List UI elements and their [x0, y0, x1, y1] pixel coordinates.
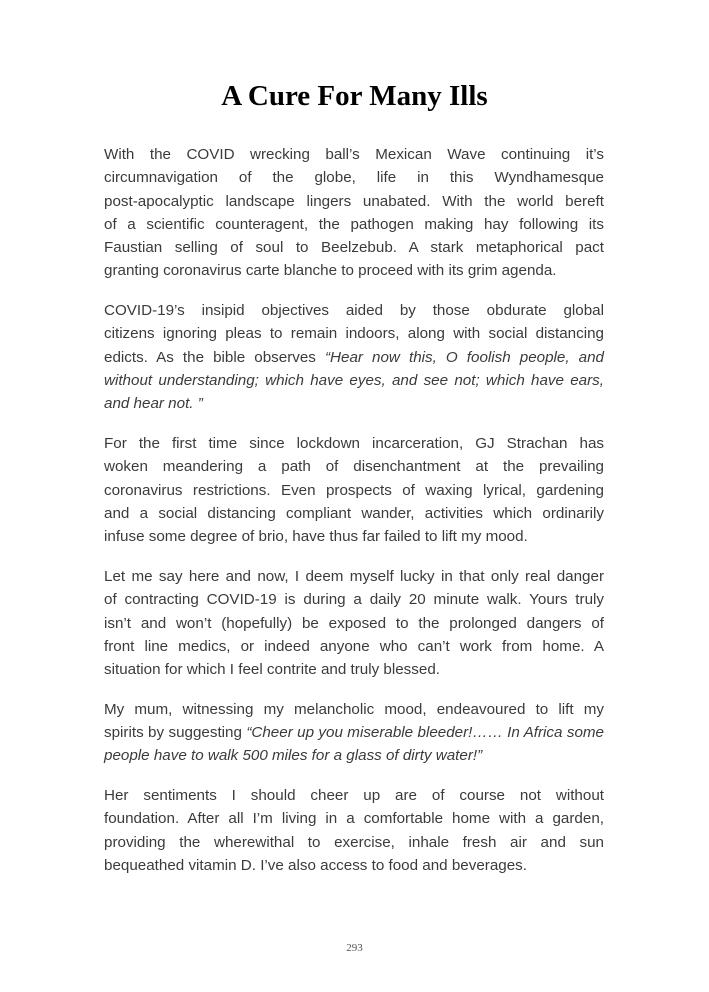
italic-quote-text: and hear not. ”	[104, 395, 203, 413]
text-line	[104, 346, 604, 369]
text-segment: granting coronavirus carte blanche to proceed with its grim agenda.	[104, 262, 557, 280]
text-line	[104, 612, 604, 635]
text-line	[104, 392, 604, 415]
text-line	[104, 525, 604, 548]
italic-quote-text: without understanding; which have eyes, and see not; which have ears,	[104, 372, 604, 390]
text-segment: coronavirus restrictions. Even prospects of waxing lyrical, gardening	[104, 481, 604, 499]
text-line	[104, 259, 604, 282]
text-line	[104, 502, 604, 525]
paragraph	[104, 432, 604, 548]
paragraph	[104, 299, 604, 415]
paragraph	[104, 698, 604, 768]
text-line	[104, 831, 604, 854]
text-segment: situation for which I feel contrite and truly blessed.	[104, 661, 440, 679]
text-segment: and a social distancing compliant wander, activities which ordinarily	[104, 504, 604, 522]
text-line	[104, 744, 604, 767]
text-segment: post-apocalyptic landscape lingers unabated. With the world bereft	[104, 192, 604, 210]
text-line	[104, 143, 604, 166]
text-segment: Faustian selling of soul to Beelzebub. A stark metaphorical pact	[104, 239, 604, 257]
text-line	[104, 698, 604, 721]
text-line	[104, 565, 604, 588]
page-number: 293	[346, 942, 363, 954]
body-text	[104, 143, 604, 894]
text-line	[104, 479, 604, 502]
text-segment: Her sentiments I should cheer up are of course not without	[104, 787, 604, 805]
text-segment: infuse some degree of brio, have thus far failed to lift my mood.	[104, 528, 528, 546]
text-segment: spirits by suggesting	[104, 724, 247, 742]
text-line	[104, 369, 604, 392]
text-line	[104, 784, 604, 807]
text-line	[104, 166, 604, 189]
text-line	[104, 635, 604, 658]
text-line	[104, 588, 604, 611]
italic-quote-text: “Cheer up you miserable bleeder!…… In Africa some	[246, 724, 604, 742]
text-line	[104, 721, 604, 744]
text-line	[104, 236, 604, 259]
text-line	[104, 322, 604, 345]
text-line	[104, 455, 604, 478]
paragraph	[104, 784, 604, 877]
text-line	[104, 807, 604, 830]
text-line	[104, 432, 604, 455]
text-segment: of a scientific counteragent, the pathogen making hay following its	[104, 215, 604, 233]
text-segment: foundation. After all I’m living in a comfortable home with a garden,	[104, 810, 604, 828]
text-line	[104, 658, 604, 681]
text-line	[104, 854, 604, 877]
text-segment: bequeathed vitamin D. I’ve also access to food and beverages.	[104, 856, 527, 874]
text-segment: With the COVID wrecking ball’s Mexican Wave continuing it’s	[104, 146, 604, 163]
text-segment: isn’t and won’t (hopefully) be exposed to the prolonged dangers of	[104, 614, 604, 632]
text-segment: circumnavigation of the globe, life in this Wyndhamesque	[104, 169, 604, 187]
italic-quote-text: people have to walk 500 miles for a glass of dirty water!”	[104, 747, 483, 765]
text-segment: woken meandering a path of disenchantment at the prevailing	[104, 458, 604, 476]
text-segment: Let me say here and now, I deem myself lucky in that only real danger	[104, 567, 604, 585]
text-segment: COVID-19’s insipid objectives aided by those obdurate global	[104, 302, 604, 320]
text-segment: providing the wherewithal to exercise, inhale fresh air and sun	[104, 833, 604, 851]
text-segment: My mum, witnessing my melancholic mood, endeavoured to lift my	[104, 700, 604, 718]
italic-quote-text: “Hear now this, O foolish people, and	[324, 348, 605, 366]
text-line	[104, 299, 604, 322]
text-line	[104, 190, 604, 213]
paragraph	[104, 143, 604, 283]
text-segment: of contracting COVID-19 is during a daily 20 minute walk. Yours truly	[104, 591, 604, 609]
text-line	[104, 213, 604, 236]
text-segment: citizens ignoring pleas to remain indoors, along with social distancing	[104, 325, 604, 343]
text-segment: edicts. As the bible observes	[104, 348, 325, 366]
text-segment: front line medics, or indeed anyone who can’t work from home. A	[104, 637, 604, 655]
chapter-title: A Cure For Many Ills	[221, 80, 488, 112]
text-segment: For the first time since lockdown incarceration, GJ Strachan has	[104, 435, 604, 453]
paragraph	[104, 565, 604, 681]
